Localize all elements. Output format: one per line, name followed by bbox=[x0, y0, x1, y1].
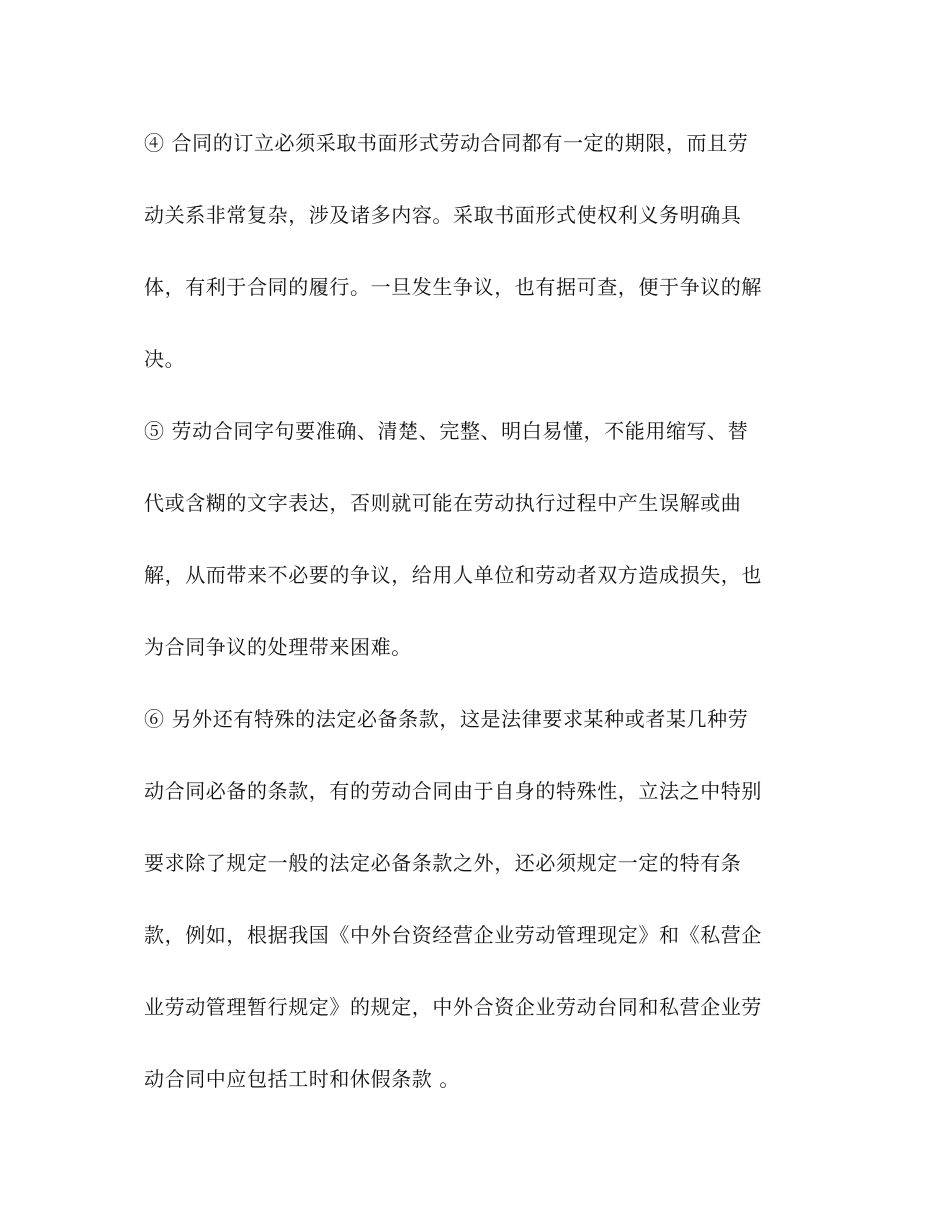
paragraph-item-5 bbox=[144, 416, 804, 704]
text-line: 款，例如，根据我国《中外台资经营企业劳动管理现定》和《私营企 bbox=[144, 923, 762, 947]
text-line: 体，有利于合同的履行。一旦发生争议，也有据可查，便于争议的解 bbox=[144, 275, 762, 299]
text-line: ⑥ 另外还有特殊的法定必备条款，这是法律要求某种或者某几种劳 bbox=[144, 707, 749, 731]
text-line: 动合同必备的条款，有的劳动合同由于自身的特殊性，立法之中特别 bbox=[144, 779, 762, 803]
text-line: ④ 合同的订立必须采取书面形式劳动合同都有一定的期限，而且劳 bbox=[144, 131, 749, 155]
text-line: 决。 bbox=[144, 347, 186, 371]
text-line: 要求除了规定一般的法定必备条款之外，还必须规定一定的特有条 bbox=[144, 851, 742, 875]
text-line: 解，从而带来不必要的争议，给用人单位和劳动者双方造成损失，也 bbox=[144, 563, 762, 587]
text-line: 动关系非常复杂，涉及诸多内容。采取书面形式使权利义务明确具 bbox=[144, 203, 742, 227]
text-line: 动合同中应包括工时和休假条款 。 bbox=[144, 1067, 460, 1091]
text-line: 为合同争议的处理带来困难。 bbox=[144, 635, 412, 659]
paragraph-item-4 bbox=[144, 128, 804, 416]
paragraph-item-6 bbox=[144, 704, 804, 1136]
text-line: ⑤ 劳动合同字句要准确、清楚、完整、明白易懂，不能用缩写、替 bbox=[144, 419, 749, 443]
text-line: 代或含糊的文字表达，否则就可能在劳动执行过程中产生误解或曲 bbox=[144, 491, 742, 515]
text-line: 业劳动管理暂行规定》的规定，中外合资企业劳动台同和私营企业劳 bbox=[144, 995, 762, 1019]
